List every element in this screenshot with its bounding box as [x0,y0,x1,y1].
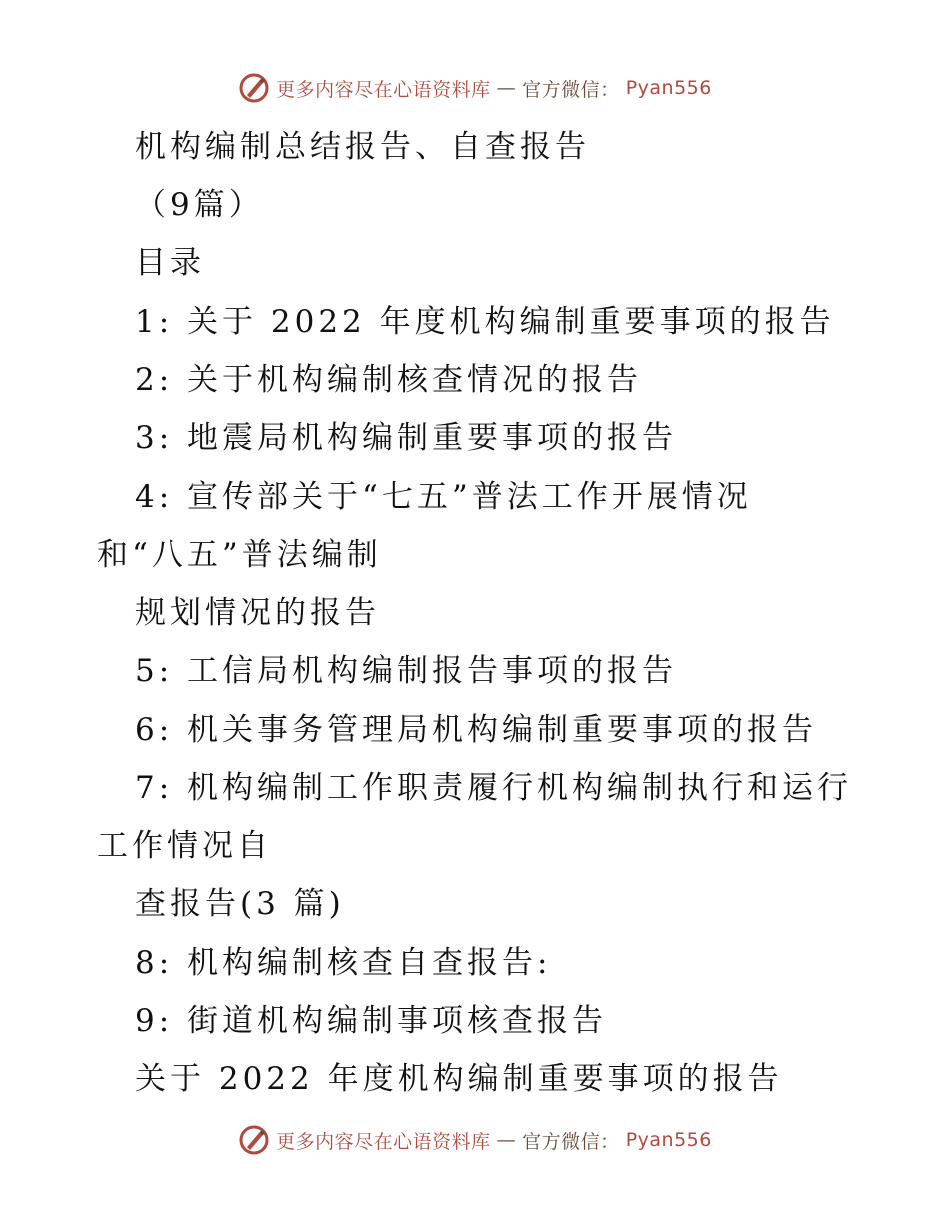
pen-logo-icon [238,1124,270,1156]
toc-item: 5: 工信局机构编制报告事项的报告 [135,653,678,689]
watermark-sub-text: 官方微信： [522,78,620,101]
toc-heading: 目录 [135,245,205,281]
watermark-main-text: 更多内容尽在心语资料库 [276,78,491,101]
document-count: （9篇） [135,187,264,223]
toc-item: 7: 机构编制工作职责履行机构编制执行和运行 [135,770,853,806]
watermark-wechat-id: Pyan556 [625,77,712,99]
watermark-sub-text: 官方微信： [522,1130,620,1153]
footer-watermark [0,1124,950,1156]
toc-item: 2: 关于机构编制核查情况的报告 [135,362,643,398]
toc-item: 1: 关于 2022 年度机构编制重要事项的报告 [135,304,835,340]
toc-item: 9: 街道机构编制事项核查报告 [135,1003,608,1039]
pen-logo-icon [238,72,270,104]
watermark-separator: — [496,1129,517,1151]
watermark-separator: — [496,77,517,99]
header-watermark [0,72,950,104]
toc-item: 3: 地震局机构编制重要事项的报告 [135,420,678,456]
toc-item: 6: 机关事务管理局机构编制重要事项的报告 [135,712,818,748]
toc-item-continuation: 和“八五”普法编制 [97,537,382,573]
watermark-wechat-id: Pyan556 [625,1129,712,1151]
toc-item-continuation: 工作情况自 [97,828,272,864]
toc-item-continuation: 规划情况的报告 [135,595,380,631]
toc-item: 8: 机构编制核查自查报告: [135,945,552,981]
toc-item-continuation: 查报告(3 篇) [135,886,345,922]
toc-item: 4: 宣传部关于“七五”普法工作开展情况 [135,479,752,515]
watermark-main-text: 更多内容尽在心语资料库 [276,1130,491,1153]
section-title: 关于 2022 年度机构编制重要事项的报告 [135,1061,783,1097]
document-title: 机构编制总结报告、自查报告 [135,129,590,165]
